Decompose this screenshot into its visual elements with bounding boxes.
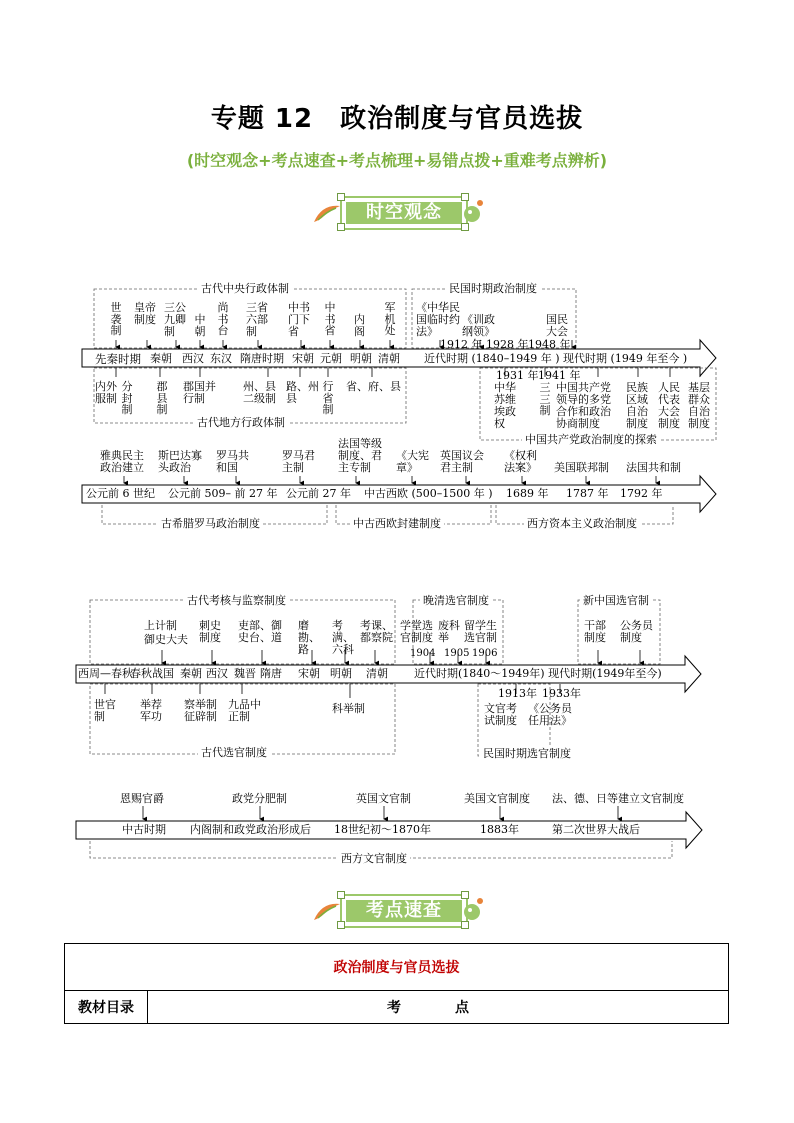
tl3-above-item: 吏部、御史台、道 [238,619,282,644]
tl4-above-item: 恩赐官爵 [120,792,164,805]
tl1-above-item: 皇帝制度 [134,301,156,326]
tl2-above-item: 法国等级制度、君主专制 [338,437,382,474]
tl3-below-item: 九品中正制 [228,698,261,723]
tl4-axis-item: 第二次世界大战后 [552,823,640,836]
tl1-below-item: 郡国并行制 [183,380,216,405]
tl2-axis-item: 1689 年 [506,487,549,500]
tl1-axis-song: 宋朝 [292,352,314,365]
tl3-above-item: 废科举 [438,619,460,644]
tl2-axis-item: 公元前 6 世纪 [86,487,155,500]
tl3-above-item: 考满、六科 [332,619,354,656]
tl1-right-above-item: 国民大会 [546,313,568,338]
tl1-axis-east-han: 东汉 [210,352,232,365]
page-title: 专题 12 政治制度与官员选拔 [210,104,584,134]
tl2-above-item: 罗马共和国 [216,449,249,474]
tl1-below-item: 内外服制 [95,380,117,405]
tl1-axis-qing: 清朝 [378,352,400,365]
tl3-year: 1913年 [498,687,537,700]
tl1-year: 1948 年 [528,338,571,351]
tl1-year: 1941 年 [538,369,581,382]
tl3-year: 1906 [472,648,498,659]
tl2-above-item: 斯巴达寡头政治 [158,449,202,474]
table-header-row [65,991,729,1024]
tl1-year: 1912 年 [440,338,483,351]
tl4-axis-item: 18世纪初～1870年 [334,823,431,836]
tl1-above-item: 世袭制 [110,301,122,337]
tl1-box-label-central: 古代中央行政体制 [198,282,292,295]
tl1-axis-qin: 秦朝 [150,352,172,365]
tl3-axis-item: 西周—春秋 [78,667,133,680]
tl3-axis-item: 西汉 [206,667,228,680]
page-subtitle: (时空观念+考点速查+考点梳理+易错点拨+重难考点辨析) [186,151,608,170]
tl3-year: 1933年 [542,687,581,700]
tl4-bracket-label: 西方文官制度 [338,852,410,865]
banner-label: 考点速查 [346,900,462,922]
tl3-axis-item: 明朝 [330,667,352,680]
tl3-above-item: 留学生选官制 [464,619,497,644]
tl2-above-item: 罗马君主制 [282,449,315,474]
tl1-above-item: 三省六部制 [246,301,268,338]
tl1-right-below-item: 中华苏维埃政权 [494,381,516,430]
tl3-above-item: 考课、都察院 [360,619,393,644]
tl2-above-item: 《权利法案》 [504,449,537,474]
table-header-textbook: 教材目录 [65,991,148,1024]
tl2-above-item: 雅典民主政治建立 [100,449,144,474]
tl1-right-below-item: 民族区域自治制度 [626,381,648,430]
tl1-below-item: 路、州县 [286,380,319,405]
tl3-above-item: 上计制 [144,619,177,632]
tl1-below-item: 郡县制 [156,380,168,416]
tl3-axis-item: 春秋战国 [130,667,174,680]
tl1-above-item: 中书省 [324,301,336,337]
tl2-bracket-label: 古希腊罗马政治制度 [158,517,263,530]
tl3-axis-item: 魏晋 [234,667,256,680]
tl3-box-label-select: 古代选官制度 [198,746,270,759]
tl4-above-item: 英国文官制 [356,792,411,805]
tl1-below-item: 分封制 [121,380,133,416]
tl3-axis-item: 隋唐 [260,667,282,680]
tl1-axis-pre-qin: 先秦时期 [95,352,141,366]
tl3-below-item: 世官制 [94,698,116,723]
tl2-axis-item: 1787 年 [566,487,609,500]
tl4-axis-item: 内阁制和政党政治形成后 [190,823,311,836]
tl3-above-item: 刺史制度 [199,619,221,644]
tl1-axis-sui-tang: 隋唐时期 [240,352,284,365]
table-title: 政治制度与官员选拔 [65,944,729,991]
tl2-above-item: 美国联邦制 [554,461,609,474]
tl1-axis-ming: 明朝 [350,352,372,365]
tl2-axis-item: 1792 年 [620,487,663,500]
tl3-axis-item: 秦朝 [180,667,202,680]
tl3-axis-item: 宋朝 [298,667,320,680]
tl3-below-right-item: 《公务员任用法》 [528,702,572,727]
tl1-below-item: 省、府、县 [346,380,401,393]
tl1-above-item: 三公九卿制 [164,301,186,338]
tl3-box-label-new-china: 新中国选官制 [580,594,652,607]
tl1-above-item: 中朝 [194,313,206,338]
tl1-year: 1928 年 [486,338,529,351]
tl1-axis-yuan: 元朝 [320,352,342,365]
tl1-box-label-cpc: 中国共产党政治制度的探索 [522,433,660,446]
quick-check-table [64,943,729,1024]
tl1-below-item: 州、县二级制 [243,380,276,405]
tl3-above-item: 御史大夫 [144,633,188,646]
tl3-below-item: 举荐军功 [140,698,162,723]
tl3-year: 1904 [410,648,436,659]
tl3-axis-item: 清朝 [366,667,388,680]
table-header-points: 考 点 [148,991,729,1024]
tl3-above-item: 公务员制度 [620,619,653,644]
tl2-above-item: 《大宪章》 [396,449,429,474]
tl3-below-item: 科举制 [332,702,365,715]
tl1-above-item: 尚书台 [217,301,229,337]
tl3-below-right-item: 文官考试制度 [484,702,517,727]
tl2-bracket-label: 西方资本主义政治制度 [524,517,640,530]
tl4-axis-item: 1883年 [480,823,519,836]
tl1-right-below-item: 三三制 [539,381,551,417]
tl4-above-item: 法、德、日等建立文官制度 [552,792,684,805]
tl1-right-below-item: 基层群众自治制度 [688,381,710,430]
tl1-axis-west-han: 西汉 [182,352,204,365]
tl2-above-item: 英国议会君主制 [440,449,484,474]
banner-label: 时空观念 [346,202,462,224]
tl3-box-label-exam: 古代考核与监察制度 [184,594,289,607]
tl1-axis-modern: 近代时期 (1840–1949 年 ) 现代时期 (1949 年至今 ) [424,352,688,365]
tl2-above-item: 法国共和制 [626,461,681,474]
tl1-above-item: 军机处 [384,301,396,337]
tl1-box-label-republic: 民国时期政治制度 [446,282,540,295]
tl2-axis-item: 中古西欧 (500–1500 年 ) [364,487,493,500]
tl3-axis-modern: 近代时期(1840～1949年) 现代时期(1949年至今) [414,667,662,680]
tl1-above-item: 中书门下省 [288,301,310,338]
tl1-above-item: 内阁 [354,313,365,338]
tl1-year: 1931 年 [496,369,539,382]
tl3-above-item: 干部制度 [584,619,606,644]
tl3-below-item: 察举制征辟制 [184,698,217,723]
tl1-right-above-item: 《中华民国临时约法》 [416,301,460,338]
tl4-above-item: 政党分肥制 [232,792,287,805]
tl3-box-label-republic: 民国时期选官制度 [480,747,574,760]
tl1-right-below-item: 中国共产党领导的多党合作和政治协商制度 [556,381,611,430]
tl1-right-below-item: 人民代表大会制度 [658,381,680,430]
table-title-row [65,944,729,991]
tl1-below-item: 行省制 [322,380,334,416]
tl2-bracket-label: 中古西欧封建制度 [350,517,444,530]
tl1-right-above-item: 《训政纲领》 [462,313,495,338]
tl4-above-item: 美国文官制度 [464,792,530,805]
tl2-axis-item: 公元前 27 年 [286,487,351,500]
tl1-box-label-local: 古代地方行政体制 [194,416,288,429]
tl3-above-item: 学堂选官制度 [400,619,433,644]
tl4-axis-item: 中古时期 [122,823,166,836]
tl3-year: 1905 [444,648,470,659]
tl3-box-label-late-qing: 晚清选官制度 [420,594,492,607]
tl2-axis-item: 公元前 509– 前 27 年 [168,487,278,500]
tl3-above-item: 磨勘、路 [298,619,320,656]
